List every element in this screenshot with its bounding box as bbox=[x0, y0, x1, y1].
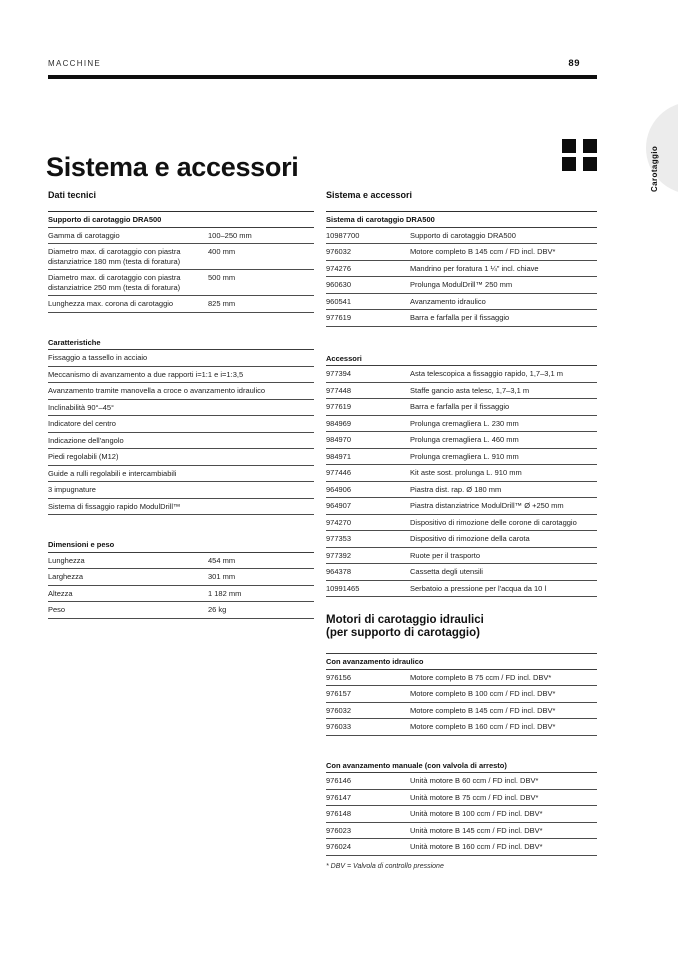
row-value: 1 182 mm bbox=[208, 588, 242, 598]
table-row bbox=[48, 228, 314, 245]
grid-squares-icon bbox=[562, 139, 597, 171]
row-label: Sistema di fissaggio rapido ModulDrill™ bbox=[48, 501, 181, 511]
table-row bbox=[326, 531, 597, 548]
part-number: 976024 bbox=[326, 842, 352, 851]
row-label: Guide a rulli regolabili e intercambiabili bbox=[48, 468, 177, 478]
row-value: 26 kg bbox=[208, 605, 227, 614]
table-avanzamento-manuale bbox=[326, 758, 597, 856]
row-label: Diametro max. di carotaggio con piastra distanziatrice 250 mm (testa di foratura) bbox=[48, 273, 181, 292]
table-row bbox=[326, 294, 597, 311]
row-label: Meccanismo di avanzamento a due rapporti i=1:1 e i=1:3,5 bbox=[48, 369, 244, 379]
row-label: Gamma di carotaggio bbox=[48, 230, 120, 240]
part-number: 976147 bbox=[326, 792, 352, 802]
table-avanzamento-idraulico bbox=[326, 653, 597, 736]
row-label: Lunghezza bbox=[48, 555, 85, 565]
table-row bbox=[326, 228, 597, 245]
part-description: Serbatoio a pressione per l'acqua da 10 l bbox=[410, 583, 547, 593]
side-tab-label: Carotaggio bbox=[650, 145, 659, 192]
table-row bbox=[48, 466, 314, 483]
right-column-header: Sistema e accessori bbox=[326, 190, 597, 212]
row-label: Piedi regolabili (M12) bbox=[48, 452, 119, 461]
row-label: Avanzamento tramite manovella a croce o avanzamento idraulico bbox=[48, 386, 266, 395]
part-description: Motore completo B 100 ccm / FD incl. DBV* bbox=[410, 689, 556, 698]
table-row bbox=[326, 277, 597, 294]
table-row bbox=[48, 553, 314, 570]
table-sistema-carotaggio bbox=[326, 212, 597, 327]
part-number: 976146 bbox=[326, 776, 352, 785]
part-number: 974270 bbox=[326, 517, 352, 527]
row-value: 825 mm bbox=[208, 299, 236, 308]
part-description: Dispositivo di rimozione delle corone di carotaggio bbox=[410, 517, 577, 527]
part-description: Asta telescopica a fissaggio rapido, 1,7–3,1 m bbox=[410, 369, 564, 378]
page-title: Sistema e accessori bbox=[46, 152, 299, 183]
part-description: Piastra distanziatrice ModulDrill™ Ø +250 mm bbox=[410, 501, 564, 510]
part-number: 984971 bbox=[326, 451, 352, 461]
header-rule bbox=[48, 75, 597, 79]
table-row bbox=[326, 839, 597, 856]
table-row bbox=[326, 790, 597, 807]
part-number: 960630 bbox=[326, 280, 352, 289]
row-label: Peso bbox=[48, 605, 66, 614]
part-number: 964906 bbox=[326, 484, 352, 494]
part-description: Unità motore B 75 ccm / FD incl. DBV* bbox=[410, 792, 539, 802]
part-description: Barra e farfalla per il fissaggio bbox=[410, 402, 510, 411]
motori-section-heading bbox=[326, 614, 597, 639]
part-description: Piastra dist. rap. Ø 180 mm bbox=[410, 484, 502, 494]
part-number: 976032 bbox=[326, 247, 352, 256]
table-row bbox=[48, 482, 314, 499]
table-row bbox=[326, 670, 597, 687]
part-number: 964907 bbox=[326, 501, 352, 510]
motori-heading-line1: Motori di carotaggio idraulici bbox=[326, 614, 484, 626]
part-number: 10987700 bbox=[326, 230, 360, 240]
part-number: 10991465 bbox=[326, 583, 360, 593]
row-label: Indicazione dell'angolo bbox=[48, 435, 124, 445]
table-row bbox=[326, 564, 597, 581]
table-row bbox=[326, 773, 597, 790]
table-row bbox=[326, 703, 597, 720]
part-number: 984969 bbox=[326, 418, 352, 428]
left-column bbox=[48, 190, 314, 619]
table-row bbox=[326, 581, 597, 598]
table-row bbox=[326, 515, 597, 532]
table-supporto-carotaggio bbox=[48, 212, 314, 313]
table-title: Accessori bbox=[326, 351, 597, 367]
part-description: Supporto di carotaggio DRA500 bbox=[410, 230, 516, 240]
table-title: Dimensioni e peso bbox=[48, 537, 314, 553]
part-number: 976023 bbox=[326, 825, 352, 835]
part-number: 974276 bbox=[326, 263, 352, 273]
table-row bbox=[326, 482, 597, 499]
row-value: 301 mm bbox=[208, 572, 236, 581]
row-value: 454 mm bbox=[208, 555, 236, 565]
table-row bbox=[48, 383, 314, 400]
part-number: 976032 bbox=[326, 705, 352, 715]
part-number: 964378 bbox=[326, 567, 352, 576]
table-row bbox=[326, 548, 597, 565]
table-row bbox=[326, 261, 597, 278]
table-row bbox=[326, 449, 597, 466]
table-row bbox=[326, 498, 597, 515]
table-row bbox=[326, 399, 597, 416]
table-row bbox=[326, 310, 597, 327]
table-accessori bbox=[326, 351, 597, 598]
table-row bbox=[48, 244, 314, 270]
table-row bbox=[326, 806, 597, 823]
table-row bbox=[326, 719, 597, 736]
part-description: Cassetta degli utensili bbox=[410, 567, 483, 576]
table-row bbox=[326, 383, 597, 400]
part-number: 976148 bbox=[326, 809, 352, 818]
part-description: Mandrino per foratura 1 ¼" incl. chiave bbox=[410, 263, 539, 273]
row-label: Fissaggio a tassello in acciaio bbox=[48, 353, 148, 362]
right-column bbox=[326, 190, 597, 870]
square-icon bbox=[583, 157, 597, 171]
part-description: Ruote per il trasporto bbox=[410, 550, 481, 560]
table-row bbox=[48, 400, 314, 417]
part-description: Unità motore B 60 ccm / FD incl. DBV* bbox=[410, 776, 539, 785]
part-number: 977394 bbox=[326, 369, 352, 378]
page-number: 89 bbox=[568, 58, 580, 69]
table-title: Con avanzamento idraulico bbox=[326, 654, 597, 670]
motori-heading-line2: (per supporto di carotaggio) bbox=[326, 626, 480, 639]
table-row bbox=[326, 366, 597, 383]
part-number: 976157 bbox=[326, 689, 352, 698]
square-icon bbox=[583, 139, 597, 153]
running-header bbox=[48, 58, 597, 69]
table-row bbox=[326, 416, 597, 433]
table-row bbox=[48, 350, 314, 367]
row-value: 400 mm bbox=[208, 247, 236, 256]
table-row bbox=[48, 586, 314, 603]
table-row bbox=[48, 270, 314, 296]
table-dimensioni-peso bbox=[48, 537, 314, 619]
table-title: Sistema di carotaggio DRA500 bbox=[326, 212, 597, 228]
row-label: Altezza bbox=[48, 588, 73, 598]
row-label: Larghezza bbox=[48, 572, 84, 581]
table-title: Supporto di carotaggio DRA500 bbox=[48, 212, 314, 228]
left-column-header: Dati tecnici bbox=[48, 190, 314, 212]
table-row bbox=[48, 367, 314, 384]
part-description: Avanzamento idraulico bbox=[410, 296, 486, 306]
row-label: Diametro max. di carotaggio con piastra distanziatrice 180 mm (testa di foratura) bbox=[48, 247, 181, 266]
part-number: 977619 bbox=[326, 402, 352, 411]
running-header-label: MACCHINE bbox=[48, 59, 102, 68]
part-description: Prolunga cremagliera L. 460 mm bbox=[410, 435, 519, 444]
row-value: 500 mm bbox=[208, 273, 236, 282]
row-label: 3 impugnature bbox=[48, 485, 96, 494]
part-description: Dispositivo di rimozione della carota bbox=[410, 534, 530, 543]
part-number: 977392 bbox=[326, 550, 352, 560]
part-number: 976156 bbox=[326, 672, 352, 682]
row-value: 100–250 mm bbox=[208, 230, 252, 240]
table-row bbox=[48, 433, 314, 450]
square-icon bbox=[562, 139, 576, 153]
table-title: Caratteristiche bbox=[48, 335, 314, 351]
row-label: Inclinabilità 90°–45° bbox=[48, 402, 115, 412]
part-description: Unità motore B 145 ccm / FD incl. DBV* bbox=[410, 825, 543, 835]
table-row bbox=[326, 244, 597, 261]
table-row bbox=[326, 465, 597, 482]
part-number: 976033 bbox=[326, 722, 352, 731]
part-description: Prolunga cremagliera L. 910 mm bbox=[410, 451, 519, 461]
table-row bbox=[48, 602, 314, 619]
part-number: 977619 bbox=[326, 313, 352, 322]
row-label: Lunghezza max. corona di carotaggio bbox=[48, 299, 174, 308]
part-description: Staffe gancio asta telesc, 1,7–3,1 m bbox=[410, 385, 530, 395]
table-row bbox=[326, 823, 597, 840]
part-number: 984970 bbox=[326, 435, 352, 444]
part-description: Prolunga cremagliera L. 230 mm bbox=[410, 418, 519, 428]
part-description: Motore completo B 75 ccm / FD incl. DBV* bbox=[410, 672, 552, 682]
row-label: Indicatore del centro bbox=[48, 419, 116, 428]
part-description: Motore completo B 160 ccm / FD incl. DBV* bbox=[410, 722, 556, 731]
part-description: Prolunga ModulDrill™ 250 mm bbox=[410, 280, 513, 289]
table-caratteristiche bbox=[48, 335, 314, 516]
table-row bbox=[48, 296, 314, 313]
part-description: Barra e farfalla per il fissaggio bbox=[410, 313, 510, 322]
table-row bbox=[48, 499, 314, 516]
part-description: Unità motore B 160 ccm / FD incl. DBV* bbox=[410, 842, 543, 851]
part-number: 960541 bbox=[326, 296, 352, 306]
footnote: * DBV = Valvola di controllo pressione bbox=[326, 862, 444, 870]
part-description: Unità motore B 100 ccm / FD incl. DBV* bbox=[410, 809, 543, 818]
part-number: 977448 bbox=[326, 385, 352, 395]
table-row bbox=[48, 449, 314, 466]
part-number: 977446 bbox=[326, 468, 352, 477]
table-row bbox=[326, 686, 597, 703]
part-description: Motore completo B 145 ccm / FD incl. DBV* bbox=[410, 247, 556, 256]
part-number: 977353 bbox=[326, 534, 352, 543]
part-description: Motore completo B 145 ccm / FD incl. DBV* bbox=[410, 705, 556, 715]
table-row bbox=[326, 432, 597, 449]
table-title: Con avanzamento manuale (con valvola di arresto) bbox=[326, 758, 597, 774]
square-icon bbox=[562, 157, 576, 171]
table-row bbox=[48, 569, 314, 586]
part-description: Kit aste sost. prolunga L. 910 mm bbox=[410, 468, 522, 477]
table-row bbox=[48, 416, 314, 433]
